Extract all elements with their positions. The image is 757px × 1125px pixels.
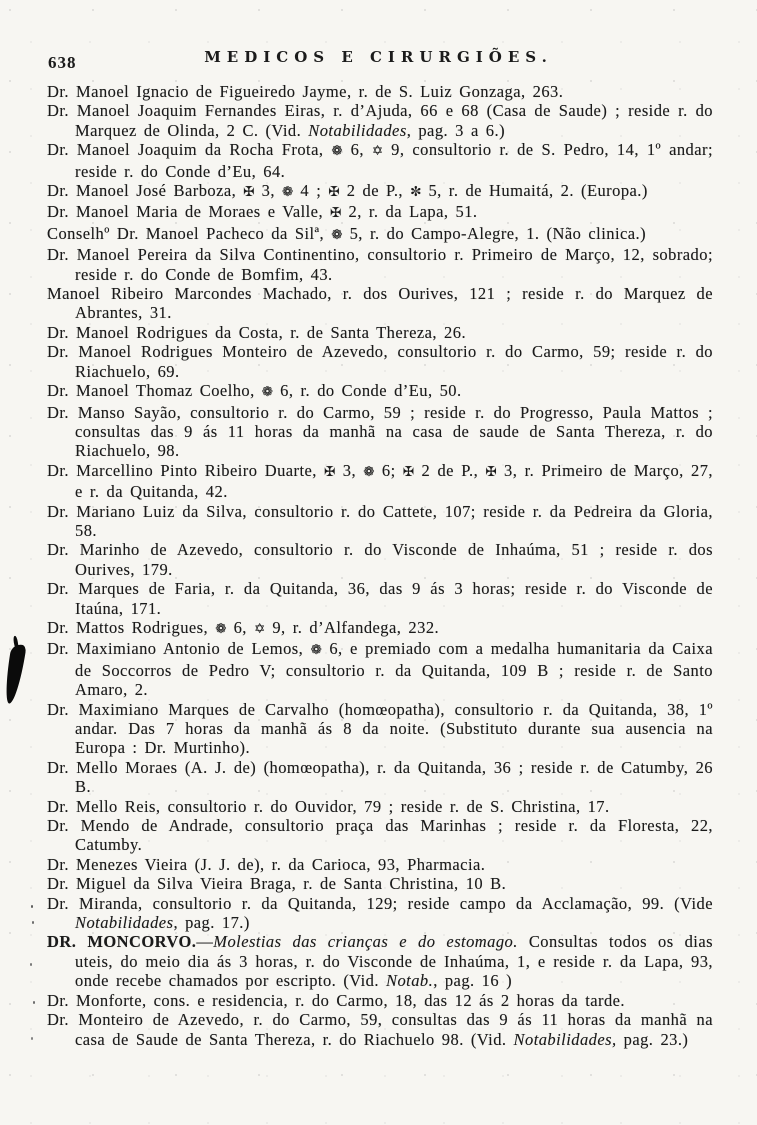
text-run: Dr. Manoel Rodrigues da Costa, r. de Santa Thereza, 26.	[47, 322, 467, 342]
text-run: 2 de P.,	[339, 181, 411, 201]
text-run: 3,	[254, 181, 283, 201]
text-run: Dr. Manoel José Barboza,	[47, 181, 244, 201]
text-run: 6;	[374, 460, 403, 480]
text-run: Dr. Manso Sayão, consultorio r. do Carmo, 59 ; reside r. do Progresso, Paula Mattos ; consultas das 9 ás 11 horas da manhã na casa de saude de Santa Thereza, r. do Riachuelo, 98.	[47, 402, 713, 461]
italic-reference: Notabilidades	[75, 913, 174, 933]
directory-entry	[47, 461, 713, 502]
directory-entry	[47, 323, 713, 342]
directory-entry	[47, 618, 713, 639]
directory-entry	[47, 758, 713, 797]
text-run: Dr. Manoel Joaquim da Rocha Frota,	[47, 140, 332, 160]
text-run: Dr. Manoel Ignacio de Figueiredo Jayme, r. de S. Luiz Gonzaga, 263.	[47, 82, 564, 101]
order-rosette-icon: ❁	[215, 620, 227, 637]
text-run: 6,	[342, 140, 372, 160]
text-run: Dr. Monteiro de Azevedo, r. do Carmo, 59, consultas das 9 ás 11 horas da manhã na casa de Saude de Santa Thereza, r. do Riachuelo 98. (Vid.	[47, 1010, 713, 1049]
directory-entry	[47, 855, 713, 874]
text-run: Dr. Monforte, cons. e residencia, r. do Carmo, 18, das 12 ás 2 horas da tarde.	[47, 990, 626, 1010]
directory-entry	[47, 245, 713, 284]
directory-entry	[47, 894, 713, 933]
directory-entry	[47, 700, 713, 758]
directory-entry	[47, 101, 713, 140]
text-run: 4 ;	[293, 181, 329, 201]
bold-entry-name: DR. MONCORVO.	[47, 932, 197, 952]
text-run: 6, e premiado com a medalha humanitaria da Caixa de Soccorros de Pedro V; consultorio r. da Quitanda, 109 B ; reside r. de Santo Amaro, 2.	[75, 639, 713, 700]
text-run: , pag. 3 a 6.)	[406, 120, 506, 140]
six-pointed-star-icon: ✡	[371, 143, 384, 160]
text-run: Dr. Manoel Joaquim Fernandes Eiras, r. d’Ajuda, 66 e 68 (Casa de Saude) ; reside r. do Marquez de Olinda, 2 C. (Vid.	[47, 101, 713, 140]
directory-entry	[47, 932, 713, 990]
text-run: Dr. Marcellino Pinto Ribeiro Duarte,	[47, 460, 325, 480]
saltire-star-icon: ✼	[410, 184, 422, 201]
text-run: Dr. Menezes Vieira (J. J. de), r. da Carioca, 93, Pharmacia.	[47, 854, 486, 874]
directory-entry	[47, 381, 713, 402]
text-run: Dr. Mattos Rodrigues,	[47, 617, 216, 637]
text-run: 5, r. de Humaitá, 2. (Europa.)	[421, 181, 648, 201]
order-rosette-icon: ❁	[363, 463, 375, 480]
directory-entry	[47, 540, 713, 579]
directory-entries	[47, 82, 713, 1049]
text-run: Dr. Miranda, consultorio r. da Quitanda, 129; reside campo da Acclamação, 99. (Vide	[47, 893, 713, 913]
directory-entry	[47, 797, 713, 816]
text-run: 2 de P.,	[414, 460, 486, 480]
italic-reference: Notabilidades,	[513, 1029, 617, 1049]
order-rosette-icon: ❁	[331, 226, 343, 243]
italic-reference: Notabilidades	[308, 120, 407, 140]
order-cross-icon: ✠	[330, 205, 342, 222]
text-run: Dr. Mello Moraes (A. J. de) (homœopatha), r. da Quitanda, 36 ; reside r. de Catumby, 26 B.	[47, 757, 713, 797]
page-title: MEDICOS E CIRURGIÕES.	[204, 48, 553, 66]
directory-entry	[47, 224, 713, 245]
text-run: 9, r. d’Alfandega, 232.	[265, 617, 440, 637]
text-run: Dr. Manoel Maria de Moraes e Valle,	[47, 202, 331, 222]
directory-entry	[47, 403, 713, 461]
text-run: Dr. Manoel Thomaz Coelho,	[47, 381, 262, 401]
text-run: 6,	[226, 617, 254, 637]
directory-entry	[47, 202, 713, 223]
directory-entry	[47, 342, 713, 381]
order-rosette-icon: ❁	[331, 143, 343, 160]
text-run: 9, consultorio r. de S. Pedro, 14, 1º andar; reside r. do Conde d’Eu, 64.	[75, 140, 713, 181]
text-run: Dr. Marinho de Azevedo, consultorio r. do Visconde de Inhaúma, 51 ; reside r. dos Ourives, 179.	[47, 540, 713, 579]
text-run: 3, r. Primeiro de Março, 27, e r. da Quitanda, 42.	[75, 460, 713, 502]
text-run: Dr. Marques de Faria, r. da Quitanda, 36, das 9 ás 3 horas; reside r. do Visconde de Itaúna, 171.	[47, 579, 713, 618]
ink-blot-mark	[2, 643, 26, 705]
directory-entry	[47, 284, 713, 323]
text-run: Dr. Mello Reis, consultorio r. do Ouvidor, 79 ; reside r. de S. Christina, 17.	[47, 796, 610, 816]
directory-entry	[47, 991, 713, 1010]
text-run: Manoel Ribeiro Marcondes Machado, r. dos Ourives, 121 ; reside r. do Marquez de Abrantes, 31.	[47, 284, 713, 323]
order-cross-icon: ✠	[485, 463, 497, 480]
directory-entry	[47, 874, 713, 893]
italic-reference: Molestias das crianças e do estomago.	[213, 932, 518, 952]
text-run: , pag. 17.)	[173, 913, 250, 933]
text-run: 3,	[335, 460, 364, 480]
text-run: pag. 23.)	[616, 1029, 689, 1049]
order-cross-icon: ✠	[324, 463, 336, 480]
directory-entry	[47, 639, 713, 699]
directory-entry	[47, 181, 713, 202]
directory-entry	[47, 579, 713, 618]
directory-entry	[47, 502, 713, 541]
order-rosette-icon: ❁	[261, 384, 274, 401]
text-run: 5, r. do Campo-Alegre, 1. (Não clinica.)	[342, 223, 647, 243]
text-run: 2, r. da Lapa, 51.	[341, 202, 478, 222]
order-cross-icon: ✠	[328, 184, 340, 201]
text-run: 6, r. do Conde d’Eu, 50.	[273, 381, 462, 401]
text-run: Conselhº Dr. Manoel Pacheco da Silª,	[47, 223, 332, 243]
order-cross-icon: ✠	[243, 184, 255, 201]
six-pointed-star-icon: ✡	[253, 620, 266, 637]
text-run: Dr. Manoel Pereira da Silva Continentino, consultorio r. Primeiro de Março, 12, sobrado; reside r. do Conde de Bomfim, 43.	[47, 245, 713, 284]
text-run: Dr. Maximiano Antonio de Lemos,	[47, 639, 311, 659]
text-run: Dr. Maximiano Marques de Carvalho (homœopatha), consultorio r. da Quitanda, 38, 1º andar. Das 7 horas da manhã ás 8 da noite. (Substituto durante sua ausencia na Europa : Dr. Murtinho).	[47, 699, 713, 758]
margin-specks	[31, 905, 33, 908]
directory-entry	[47, 82, 713, 101]
page-number: 638	[48, 53, 77, 72]
directory-entry	[47, 140, 713, 181]
directory-entry	[47, 1010, 713, 1049]
order-rosette-icon: ❁	[310, 642, 322, 659]
text-run: —	[196, 932, 214, 952]
italic-reference: Notab.	[386, 971, 434, 991]
text-run: Dr. Mendo de Andrade, consultorio praça das Marinhas ; reside r. da Floresta, 22, Catumby.	[47, 816, 713, 855]
text-run: Consultas todos os dias uteis, do meio dia ás 3 horas, r. do Visconde de Inhaúma, 1, e reside r. da Lapa, 93, onde recebe chamados por escripto. (Vid.	[75, 932, 713, 991]
order-rosette-icon: ❁	[282, 184, 294, 201]
text-run: Dr. Manoel Rodrigues Monteiro de Azevedo, consultorio r. do Carmo, 59; reside r. do Riachuelo, 69.	[47, 342, 713, 381]
order-cross-icon: ✠	[402, 463, 415, 480]
text-run: , pag. 16 )	[433, 971, 513, 991]
text-run: Dr. Miguel da Silva Vieira Braga, r. de Santa Christina, 10 B.	[47, 874, 507, 894]
text-run: Dr. Mariano Luiz da Silva, consultorio r. do Cattete, 107; reside r. da Pedreira da Gloria, 58.	[47, 501, 713, 540]
directory-entry	[47, 816, 713, 855]
